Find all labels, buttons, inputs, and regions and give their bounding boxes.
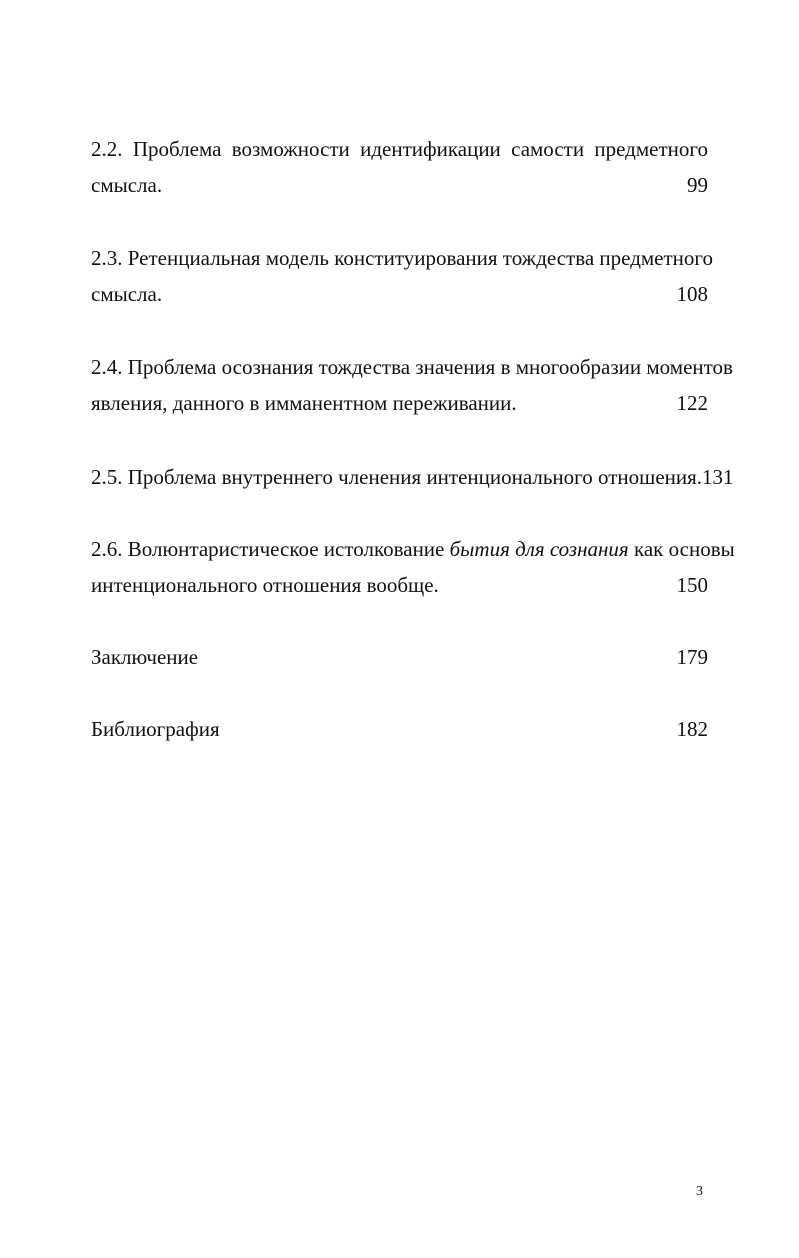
toc-page-number: 179 bbox=[676, 645, 708, 669]
toc-entry-title-line bbox=[91, 639, 708, 675]
toc-entry-2-3 bbox=[91, 240, 714, 312]
toc-entry-title-line bbox=[91, 459, 734, 495]
toc-entry-title-part: 2.6. Волюнтаристическое истолкование bbox=[91, 537, 445, 561]
toc-entry-title-continuation: интенционального отношения вообще. bbox=[91, 573, 439, 597]
toc-entry-title-continuation: смысла. bbox=[91, 282, 163, 306]
toc-page-number: 131 bbox=[702, 465, 734, 489]
toc-entry-title-italic: бытия для сознания bbox=[449, 537, 629, 561]
toc-entry-title-continuation: явления, данного в имманентном переживании. bbox=[91, 391, 517, 415]
toc-entry-bibliography bbox=[91, 711, 708, 747]
page-number: 3 bbox=[696, 1184, 703, 1199]
toc-entry-title-line: 2.4. Проблема осознания тождества значения в многообразии моментов bbox=[91, 355, 733, 379]
toc-page-number: 99 bbox=[687, 173, 708, 197]
toc-entry-title: Библиография bbox=[91, 717, 220, 741]
toc-entry-second-line bbox=[91, 385, 708, 421]
toc-page-number: 150 bbox=[676, 573, 708, 597]
toc-entry-title: Заключение bbox=[91, 645, 199, 669]
toc-page-number: 182 bbox=[676, 717, 708, 741]
toc-entry-title-line: 2.2. Проблема возможности идентификации самости предметного bbox=[91, 137, 708, 161]
toc-entry-second-line bbox=[91, 167, 708, 203]
toc-entry-2-6 bbox=[91, 531, 735, 603]
toc-entry-second-line bbox=[91, 276, 708, 312]
toc-entry-2-2 bbox=[91, 131, 708, 203]
toc-entry-second-line bbox=[91, 567, 708, 603]
toc-entry-title: 2.5. Проблема внутреннего членения интенционального отношения. bbox=[91, 465, 703, 489]
toc-entry-title-part: как основы bbox=[633, 537, 735, 561]
toc-entry-2-5 bbox=[91, 459, 734, 495]
toc-entry-conclusion bbox=[91, 639, 708, 675]
toc-page-number: 108 bbox=[676, 282, 708, 306]
toc-entry-title-continuation: смысла. bbox=[91, 173, 163, 197]
toc-entry-2-4 bbox=[91, 349, 733, 421]
toc-entry-title-line: 2.3. Ретенциальная модель конституирования тождества предметного bbox=[91, 246, 714, 270]
toc-entry-title-line bbox=[91, 711, 708, 747]
toc-page-number: 122 bbox=[676, 391, 708, 415]
toc-entry-title-line bbox=[91, 531, 735, 567]
